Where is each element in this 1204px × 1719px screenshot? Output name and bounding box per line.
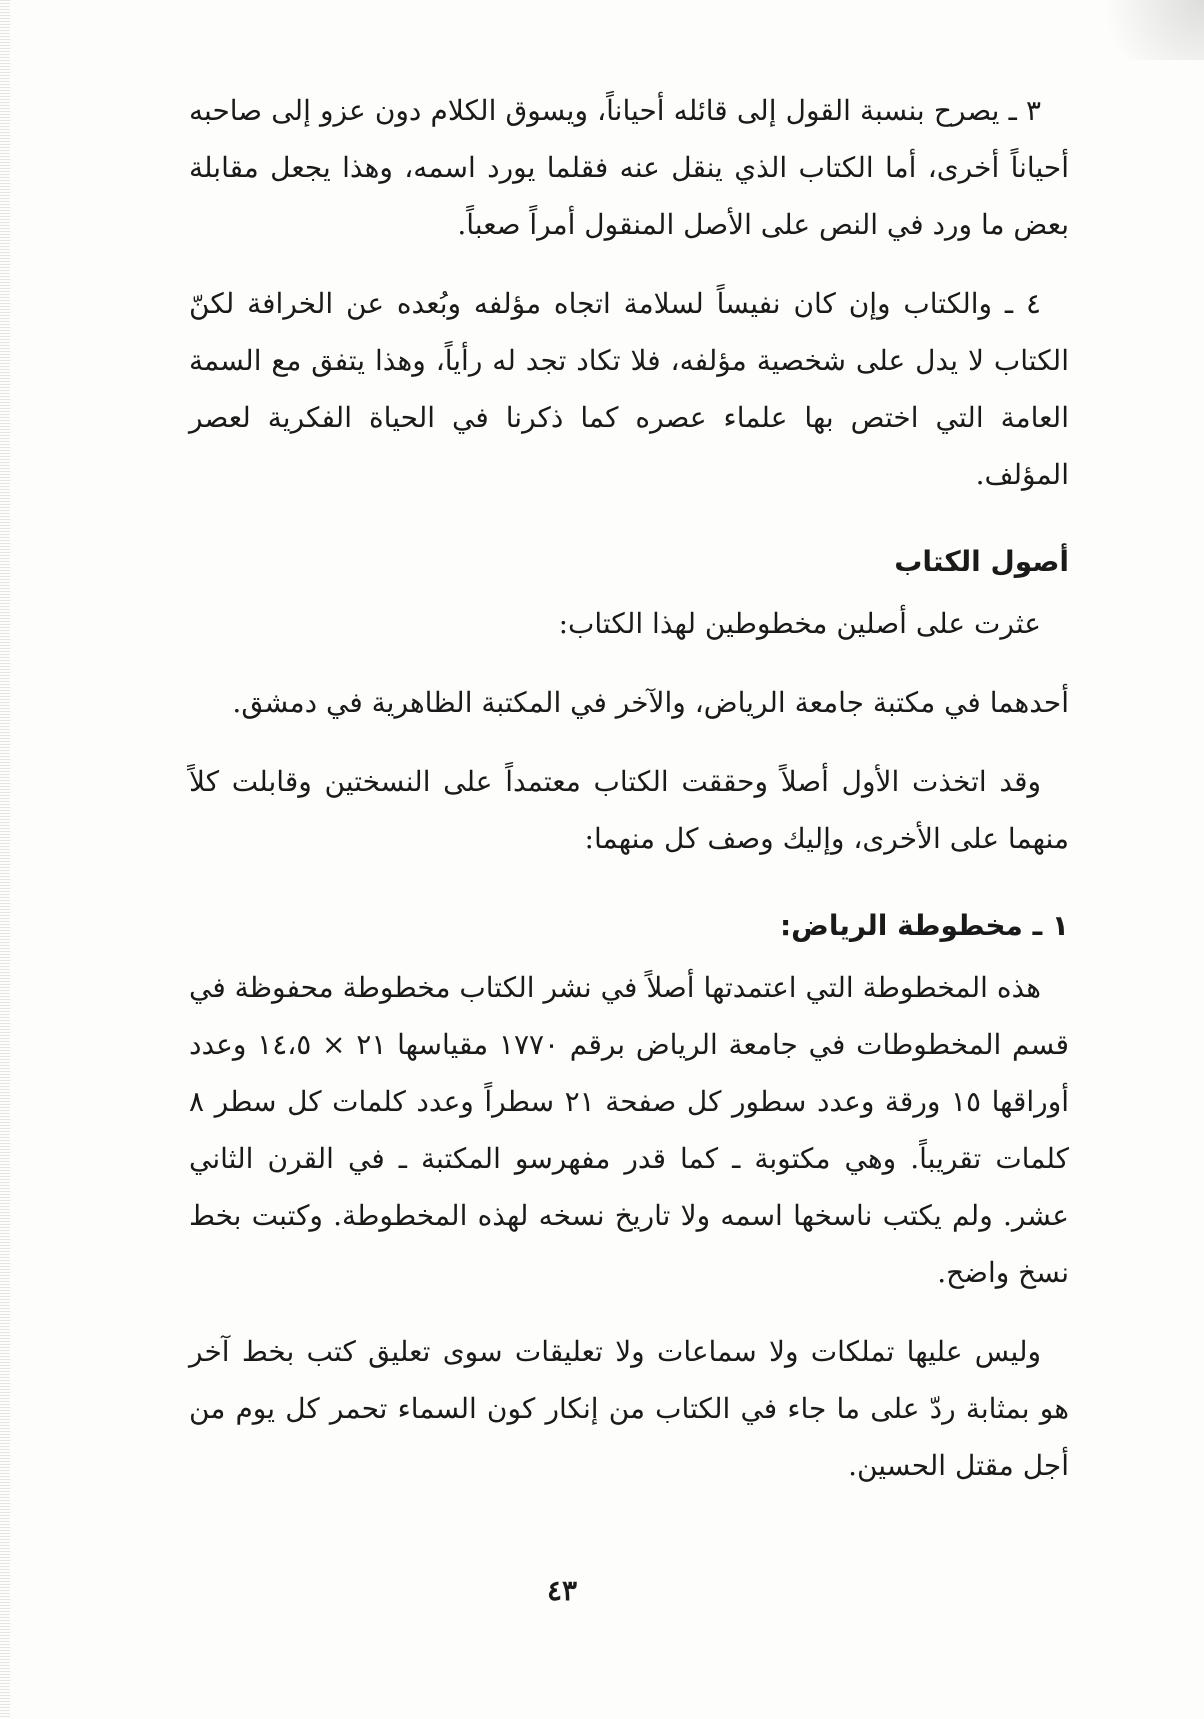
subheading-riyadh: ١ ـ مخطوطة الرياض: [779,909,1069,942]
paragraph-sources-intro: عثرت على أصلين مخطوطين لهذا الكتاب: [558,607,1041,640]
page-number: ٤٣ [546,1574,578,1607]
section-heading: أصول الكتاب [894,545,1069,578]
paragraph-sources-locations: أحدهما في مكتبة جامعة الرياض، والآخر في المكتبة الظاهرية في دمشق. [232,686,1069,719]
paragraph-riyadh-notes: وليس عليها تملكات ولا سماعات ولا تعليقات سوى تعليق كتب بخط آخر هو بمثابة ردّ على ما جاء في الكتاب من إنكار كون السماء تحمر كل يوم من أجل مقتل الحسين. [189,1335,1069,1482]
paragraph-item-4: ٤ ـ والكتاب وإن كان نفيساً لسلامة اتجاه مؤلفه وبُعده عن الخرافة لكنّ الكتاب لا يدل على شخصية مؤلفه، فلا تكاد تجد له رأياً، وهذا يتفق مع السمة العامة التي اختص بها علماء عصره كما ذكرنا في الحياة الفكرية لعصر المؤلف. [189,287,1069,491]
paragraph-riyadh-description: هذه المخطوطة التي اعتمدتها أصلاً في نشر الكتاب مخطوطة محفوظة في قسم المخطوطات في جامعة الرياض برقم ١٧٧٠ مقياسها ٢١ × ١٤،٥ وعدد أوراقها ١٥ ورقة وعدد سطور كل صفحة ٢١ سطراً وعدد كلمات كل سطر ٨ كلمات تقريباً. وهي مكتوبة ـ كما قدر مفهرسو المكتبة ـ في القرن الثاني عشر. ولم يكتب ناسخها اسمه ولا تاريخ نسخه لهذه المخطوطة. وكتبت بخط نسخ واضح. [189,971,1070,1289]
paragraph-item-3: ٣ ـ يصرح بنسبة القول إلى قائله أحياناً، ويسوق الكلام دون عزو إلى صاحبه أحياناً أخرى، أما الكتاب الذي ينقل عنه فقلما يورد اسمه، وهذا يجعل مقابلة بعض ما ورد في النص على الأصل المنقول أمراً صعباً. [189,94,1069,241]
page-body [189,82,1069,1516]
paragraph-sources-method: وقد اتخذت الأول أصلاً وحققت الكتاب معتمداً على النسختين وقابلت كلاً منهما على الأخرى، وإليك وصف كل منهما: [189,765,1069,855]
